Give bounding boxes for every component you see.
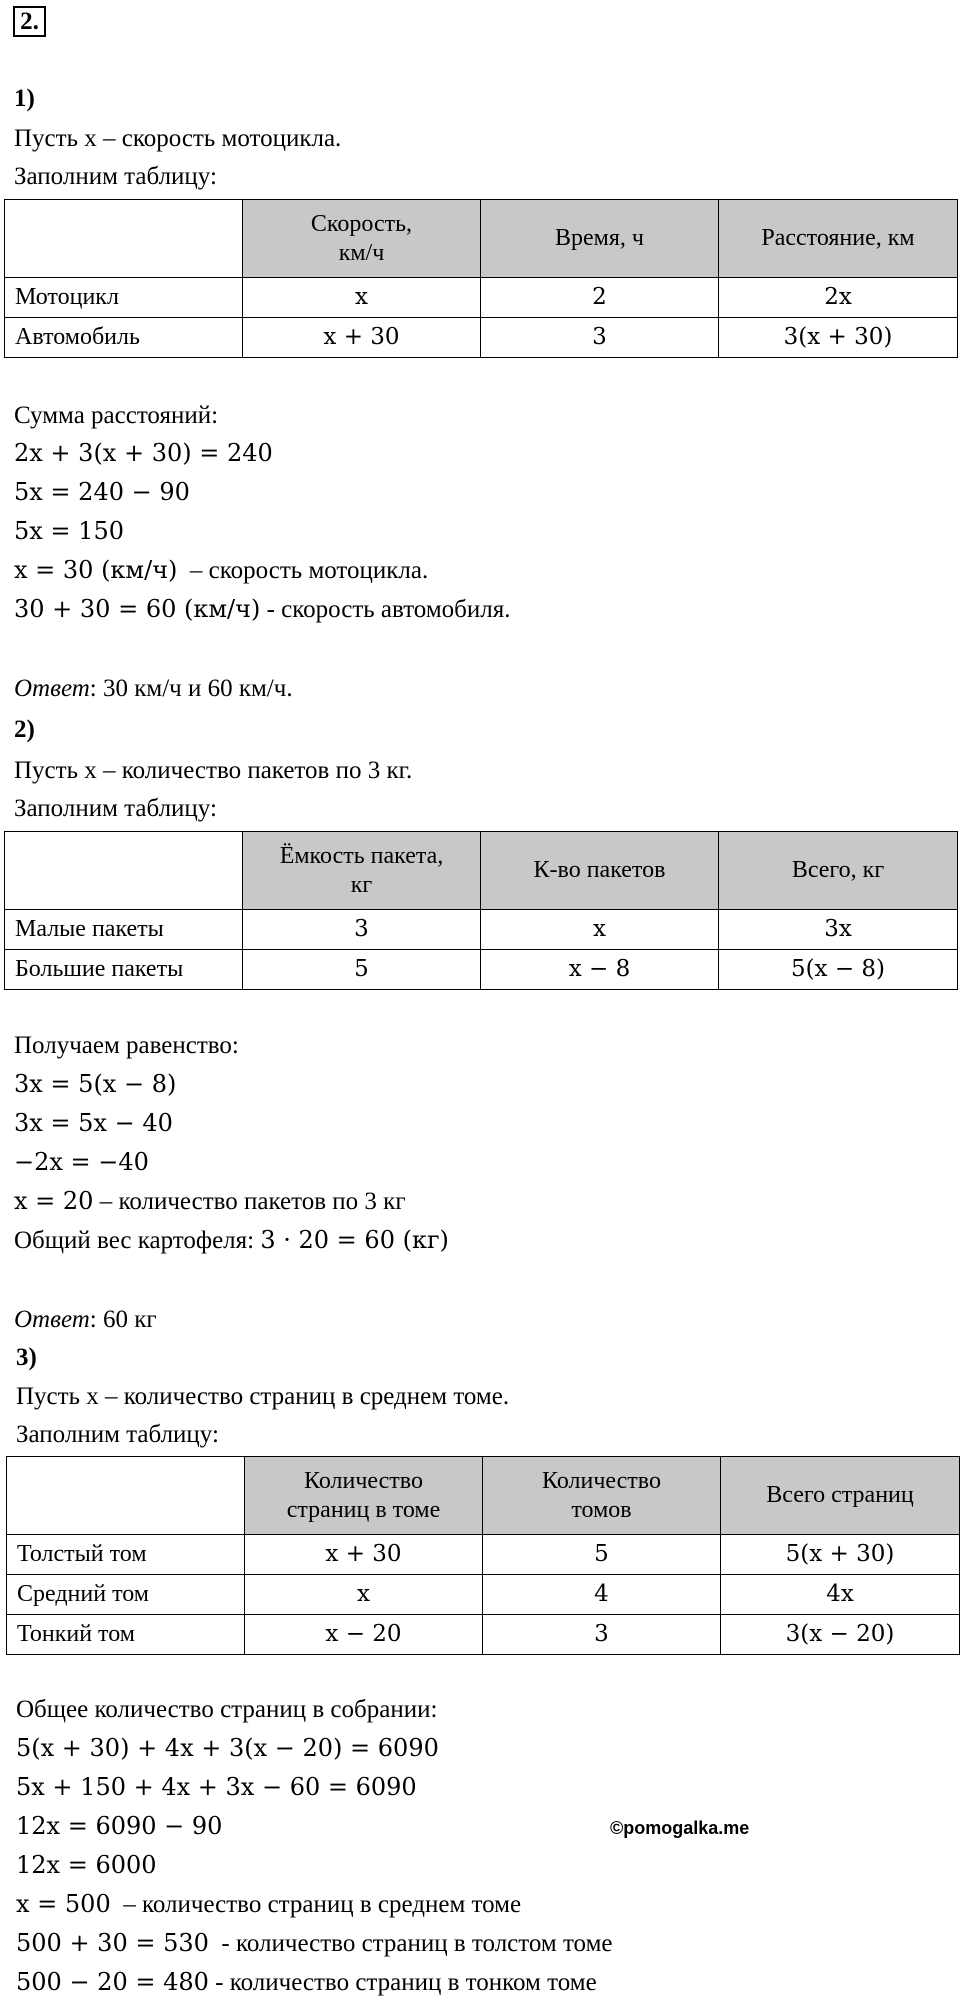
- part1-let: Пусть x – скорость мотоцикла.: [14, 125, 342, 152]
- equation-line: 500 + 30 = 530 - количество страниц в толстом томе: [16, 1929, 613, 1957]
- watermark-text: ©pomogalka.me: [610, 1818, 750, 1838]
- table-cell: 3: [483, 1615, 721, 1655]
- table-cell: x − 20: [245, 1615, 483, 1655]
- table-cell: 4x: [721, 1575, 960, 1615]
- equation-line: 3x = 5x − 40: [14, 1109, 173, 1137]
- part3-fill-table: Заполним таблицу:: [16, 1421, 219, 1448]
- equation-line: 500 − 20 = 480 - количество страниц в тонком томе: [16, 1968, 597, 1996]
- table-header: К-во пакетов: [481, 832, 719, 910]
- row-label: Толстый том: [7, 1535, 245, 1575]
- table-cell: 3(x − 20): [721, 1615, 960, 1655]
- equation-line: 3x = 5(x − 8): [14, 1070, 177, 1098]
- part2-answer: Ответ: 60 кг: [14, 1306, 157, 1333]
- table-header: Количество томов: [483, 1457, 721, 1535]
- table-corner-cell: [7, 1457, 245, 1535]
- table-row: [5, 910, 958, 950]
- table-cell: 4: [483, 1575, 721, 1615]
- part3-table: [6, 1456, 960, 1655]
- part1-heading: 1): [14, 85, 35, 112]
- table-header: Всего, кг: [719, 832, 958, 910]
- table-row: [5, 278, 958, 318]
- table-row: [7, 1575, 960, 1615]
- table-corner-cell: [5, 832, 243, 910]
- table-row: [7, 1535, 960, 1575]
- equation-line: x = 30 (км/ч) – скорость мотоцикла.: [14, 556, 429, 584]
- equation-line: 5(x + 30) + 4x + 3(x − 20) = 6090: [16, 1734, 439, 1762]
- row-label: Мотоцикл: [5, 278, 243, 318]
- part1-table: [4, 199, 958, 358]
- part3-heading: 3): [16, 1344, 37, 1371]
- row-label: Автомобиль: [5, 318, 243, 358]
- equation-line: −2x = −40: [14, 1148, 149, 1176]
- table-cell: 3x: [719, 910, 958, 950]
- part3-intro: Общее количество страниц в собрании:: [16, 1696, 438, 1723]
- table-cell: x + 30: [245, 1535, 483, 1575]
- table-row: [5, 950, 958, 990]
- task-number-box: 2.: [13, 6, 46, 37]
- equation-line: 12x = 6090 − 90: [16, 1812, 223, 1840]
- part1-answer: Ответ: 30 км/ч и 60 км/ч.: [14, 675, 293, 702]
- part3-let: Пусть x – количество страниц в среднем томе.: [16, 1383, 510, 1410]
- table-header: Скорость, км/ч: [243, 200, 481, 278]
- table-cell: x: [481, 910, 719, 950]
- table-row: [5, 318, 958, 358]
- table-cell: x + 30: [243, 318, 481, 358]
- equation-line: x = 500 – количество страниц в среднем томе: [16, 1890, 522, 1918]
- row-label: Средний том: [7, 1575, 245, 1615]
- table-cell: 2x: [719, 278, 958, 318]
- row-label: Большие пакеты: [5, 950, 243, 990]
- table-cell: x: [245, 1575, 483, 1615]
- table-cell: 5(x − 8): [719, 950, 958, 990]
- equation-line: x = 20 – количество пакетов по 3 кг: [14, 1187, 406, 1215]
- part1-intro: Сумма расстояний:: [14, 402, 219, 429]
- part1-fill-table: Заполним таблицу:: [14, 163, 217, 190]
- table-header: Всего страниц: [721, 1457, 960, 1535]
- table-cell: 5: [483, 1535, 721, 1575]
- table-cell: 3: [243, 910, 481, 950]
- table-cell: x: [243, 278, 481, 318]
- table-row: [7, 1615, 960, 1655]
- table-cell: 3: [481, 318, 719, 358]
- table-cell: 2: [481, 278, 719, 318]
- row-label: Малые пакеты: [5, 910, 243, 950]
- equation-line: 5x = 240 − 90: [14, 478, 190, 506]
- equation-line: 30 + 30 = 60 (км/ч) - скорость автомобиля.: [14, 595, 511, 623]
- part2-fill-table: Заполним таблицу:: [14, 795, 217, 822]
- table-cell: x − 8: [481, 950, 719, 990]
- table-header: Расстояние, км: [719, 200, 958, 278]
- equation-line: 2x + 3(x + 30) = 240: [14, 439, 273, 467]
- row-label: Тонкий том: [7, 1615, 245, 1655]
- part2-table: [4, 831, 958, 990]
- table-corner-cell: [5, 200, 243, 278]
- equation-line: 5x = 150: [14, 517, 124, 545]
- part2-heading: 2): [14, 716, 35, 743]
- equation-line: 12x = 6000: [16, 1851, 157, 1879]
- table-cell: 3(x + 30): [719, 318, 958, 358]
- table-cell: 5(x + 30): [721, 1535, 960, 1575]
- table-header: Количество страниц в томе: [245, 1457, 483, 1535]
- part2-intro: Получаем равенство:: [14, 1032, 239, 1059]
- table-cell: 5: [243, 950, 481, 990]
- total-weight-line: Общий вес картофеля: 3 · 20 = 60 (кг): [14, 1226, 449, 1254]
- equation-line: 5x + 150 + 4x + 3x − 60 = 6090: [16, 1773, 417, 1801]
- table-header: Ёмкость пакета, кг: [243, 832, 481, 910]
- part2-let: Пусть x – количество пакетов по 3 кг.: [14, 757, 413, 784]
- table-header: Время, ч: [481, 200, 719, 278]
